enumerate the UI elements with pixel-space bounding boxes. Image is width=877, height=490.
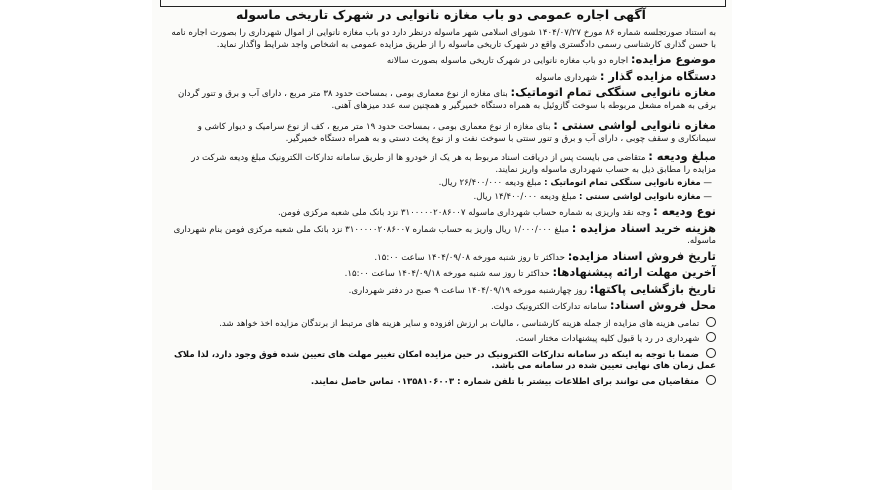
deposit-item1-label: مغازه نانوایی سنگکی تمام اتوماتیک : xyxy=(544,178,701,188)
deposit-item2-value: مبلغ ودیعه ۱۴/۴۰۰/۰۰۰ ریال. xyxy=(473,191,577,202)
opening-value: روز چهارشنبه مورخه ۱۴۰۴/۰۹/۱۹ ساعت ۹ صبح در دفتر شهرداری. xyxy=(348,285,587,296)
deposit-text: متقاضی می بایست پس از دریافت اسناد مربوط به هر یک از خودرو ها از طریق سامانه تدارکات الکترونیک مبلغ ودیعه شرکت در مزایده را مطابق ذیل به حساب شهرداری ماسوله واریز نمایند. xyxy=(191,153,716,175)
sale-date-label: تاریخ فروش اسناد مزایده: xyxy=(567,248,716,263)
subject-label: موضوع مزایده: xyxy=(630,52,716,66)
note-text: شهرداری در رد یا قبول کلیه پیشنهادات مختار است. xyxy=(515,334,700,344)
place-value: سامانه تدارکات الکترونیک دولت. xyxy=(490,302,608,312)
doc-cost-row xyxy=(170,220,716,248)
deposit-item1-value: مبلغ ودیعه ۲۶/۴۰۰/۰۰۰ ریال. xyxy=(438,178,542,188)
deposit-section xyxy=(170,151,716,176)
opening-label: تاریخ بازگشایی پاکتها: xyxy=(589,281,716,296)
bullet-icon xyxy=(706,317,716,327)
deposit-type-label: نوع ودیعه : xyxy=(653,204,716,218)
dash-marker: — xyxy=(703,191,712,202)
intro-paragraph: به استناد صورتجلسه شماره ۸۶ مورخ ۱۴۰۴/۰۷/۲۷ شورای اسلامی شهر ماسوله درنظر دارد دو باب مغازه نانوایی از اموال شهرداری را بصورت اجاره نامه با حسن گذاری کارشناسی رسمی دادگستری واقع در شهرک تاریخی ماسوله را از طریق مزایده عمومی به اشخاص واجد شرایط واگذار نماید. xyxy=(171,28,716,50)
subject-row xyxy=(170,54,716,68)
authority-row xyxy=(170,68,716,85)
deadline-value: حداکثر تا روز سه شنبه مورخه ۱۴۰۴/۰۹/۱۸ ساعت ۱۵:۰۰. xyxy=(344,269,550,279)
note-item xyxy=(170,348,716,373)
bullet-icon xyxy=(706,332,716,342)
sale-date-row xyxy=(170,248,716,265)
bullet-icon xyxy=(706,348,716,358)
note-text: ضمنا با توجه به اینکه در سامانه تدارکات الکترونیک در حین مزایده امکان تغییر مهلت های تعیین شده فوق وجود دارد، لذا ملاک عمل زمان های نهایی تعیین شده در سامانه می باشد. xyxy=(174,349,716,371)
bullet-icon xyxy=(706,375,716,385)
sale-date-value: حداکثر تا روز شنبه مورخه ۱۴۰۴/۰۹/۰۸ ساعت ۱۵:۰۰. xyxy=(374,252,565,263)
deadline-row xyxy=(170,267,716,281)
shop2-text: بنای مغازه از نوع معماری بومی ، بمساحت حدود ۱۹ متر مربع ، کف از نوع سرامیک و دیوار کاشی و سیمانکاری و سقف چوبی ، دارای آب و برق و تنور سنتی با سوخت نفت و از نوع پخت دستی و به همراه دستگاه خمیرگیر. xyxy=(197,122,716,144)
note-item xyxy=(170,375,716,389)
announcement xyxy=(158,0,724,388)
deposit-type-value: وجه نقد واریزی به شماره حساب شهرداری ماسوله ۳۱۰۰۰۰۰۲۰۸۶۰۰۷ نزد بانک ملی شعبه مرکزی فومن. xyxy=(277,208,651,218)
shop2-label: مغازه نانوایی لواشی سنتی : xyxy=(553,118,716,132)
shop1-section xyxy=(170,87,716,112)
subject-value: اجاره دو باب مغازه نانوایی در شهرک تاریخی ماسوله بصورت سالانه xyxy=(386,56,629,66)
shop1-label: مغازه نانوایی سنگکی تمام اتوماتیک: xyxy=(510,85,716,99)
doc-cost-label: هزینه خرید اسناد مزایده : xyxy=(571,220,716,235)
deposit-item2-label: مغازه نانوایی لواشی سنتی : xyxy=(579,191,701,202)
place-label: محل فروش اسناد: xyxy=(609,298,716,312)
deadline-label: آخرین مهلت ارائه پیشنهادها: xyxy=(552,265,716,279)
newspaper-clipping xyxy=(152,0,732,490)
opening-row xyxy=(170,281,716,298)
shop2-section xyxy=(170,120,716,145)
shop1-text: بنای مغازه از نوع معماری بومی ، بمساحت حدود ۳۸ متر مربع ، دارای آب و برق و تنور گردان برقی به همراه مشعل مربوطه با سوخت گازوئیل به همراه دستگاه خمیرگیر و همچنین سه عدد میزهای آهنی. xyxy=(177,89,716,111)
note-text: تمامی هزینه های مزایده از جمله هزینه کارشناسی ، مالیات بر ارزش افزوده و سایر هزینه های مرتبط از برندگان مزایده اخذ خواهد شد. xyxy=(219,318,700,329)
authority-value: شهرداری ماسوله xyxy=(535,72,598,83)
deposit-item-2 xyxy=(170,192,716,204)
note-item xyxy=(170,332,716,346)
deposit-type-row xyxy=(170,206,716,220)
deposit-item-1 xyxy=(170,178,716,190)
deposit-label: مبلغ ودیعه : xyxy=(648,149,716,163)
note-text: متقاضیان می توانند برای اطلاعات بیشتر با تلفن شماره : ۰۱۳۵۸۱۰۶۰۰۳ تماس حاصل نمایند. xyxy=(310,376,699,387)
doc-cost-value: مبلغ ۱/۰۰۰/۰۰۰ ریال واریز به حساب شماره ۳۱۰۰۰۰۰۲۰۸۶۰۰۷ نزد بانک ملی شعبه مرکزی فومن بنام شهرداری ماسوله. xyxy=(173,224,716,246)
note-item xyxy=(170,317,716,331)
place-row xyxy=(170,300,716,314)
dash-marker: — xyxy=(703,178,712,188)
page-title: آگهی اجاره عمومی دو باب مغازه نانوایی در شهرک تاریخی ماسوله xyxy=(236,7,646,22)
authority-label: دستگاه مزایده گذار : xyxy=(599,68,716,83)
